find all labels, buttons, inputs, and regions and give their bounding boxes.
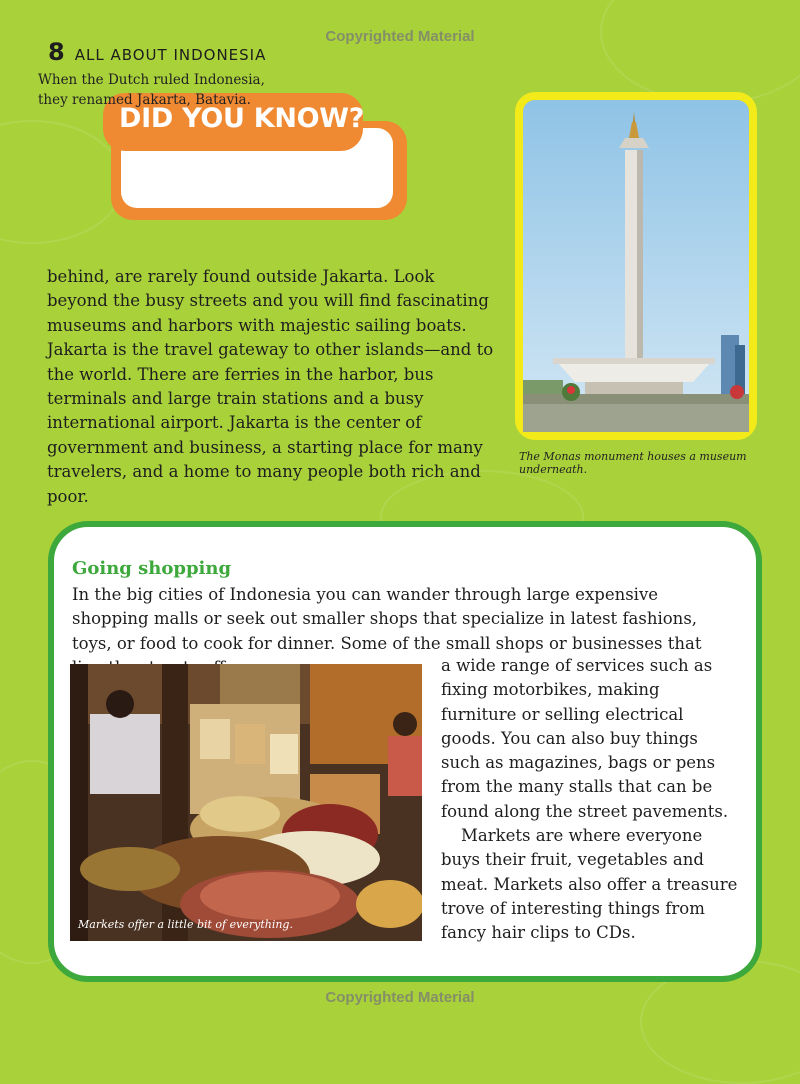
shopping-paragraph-2: Markets are where everyone buys their fruit, vegetables and meat. Markets also offer a treasure trove of interesting things from fancy hair clips to CDs.	[441, 826, 738, 943]
watermark-top: Copyrighted Material	[325, 28, 475, 45]
market-photo	[70, 664, 422, 941]
monument-photo-frame	[515, 92, 757, 440]
monument-photo-caption: The Monas monument houses a museum underneath.	[519, 450, 747, 476]
going-shopping-heading: Going shopping	[72, 558, 232, 579]
did-you-know-text: When the Dutch ruled Indonesia, they renamed Jakarta, Batavia.	[38, 72, 265, 108]
going-shopping-intro: In the big cities of Indonesia you can wander through large expensive shopping malls or seek out smaller shops that specialize in latest fashions, toys, or food to cook for dinner. Some of the small shops or businesses that	[72, 585, 702, 653]
did-you-know-box	[103, 93, 407, 220]
background-swirl	[600, 0, 800, 104]
shopping-paragraph-1: a wide range of services such as fixing motorbikes, making furniture or selling electrical goods. You can also buy things such as magazines, bags or pens from the many stalls that can be found along the street pavements.	[441, 656, 729, 821]
page-header	[48, 38, 266, 66]
did-you-know-title: DID YOU KNOW?	[119, 103, 365, 134]
watermark-bottom: Copyrighted Material	[325, 989, 475, 1006]
page-title: ALL ABOUT INDONESIA	[74, 46, 267, 64]
body-paragraph: behind, are rarely found outside Jakarta. Look beyond the busy streets and you will find fascinating museums and harbors with majestic sailing boats. Jakarta is the travel gateway to other islands—and to the world. There are ferries in the harbor, bus terminals and large train stations and a busy international airport. Jakarta is the center of government and business, a starting place for many travelers, and a home to many people both rich and poor.	[47, 267, 494, 506]
market-photo-caption: Markets offer a little bit of everything.	[78, 918, 293, 931]
monas-monument-photo	[523, 100, 749, 432]
page-number: 8	[48, 38, 65, 66]
going-shopping-body	[441, 654, 739, 946]
